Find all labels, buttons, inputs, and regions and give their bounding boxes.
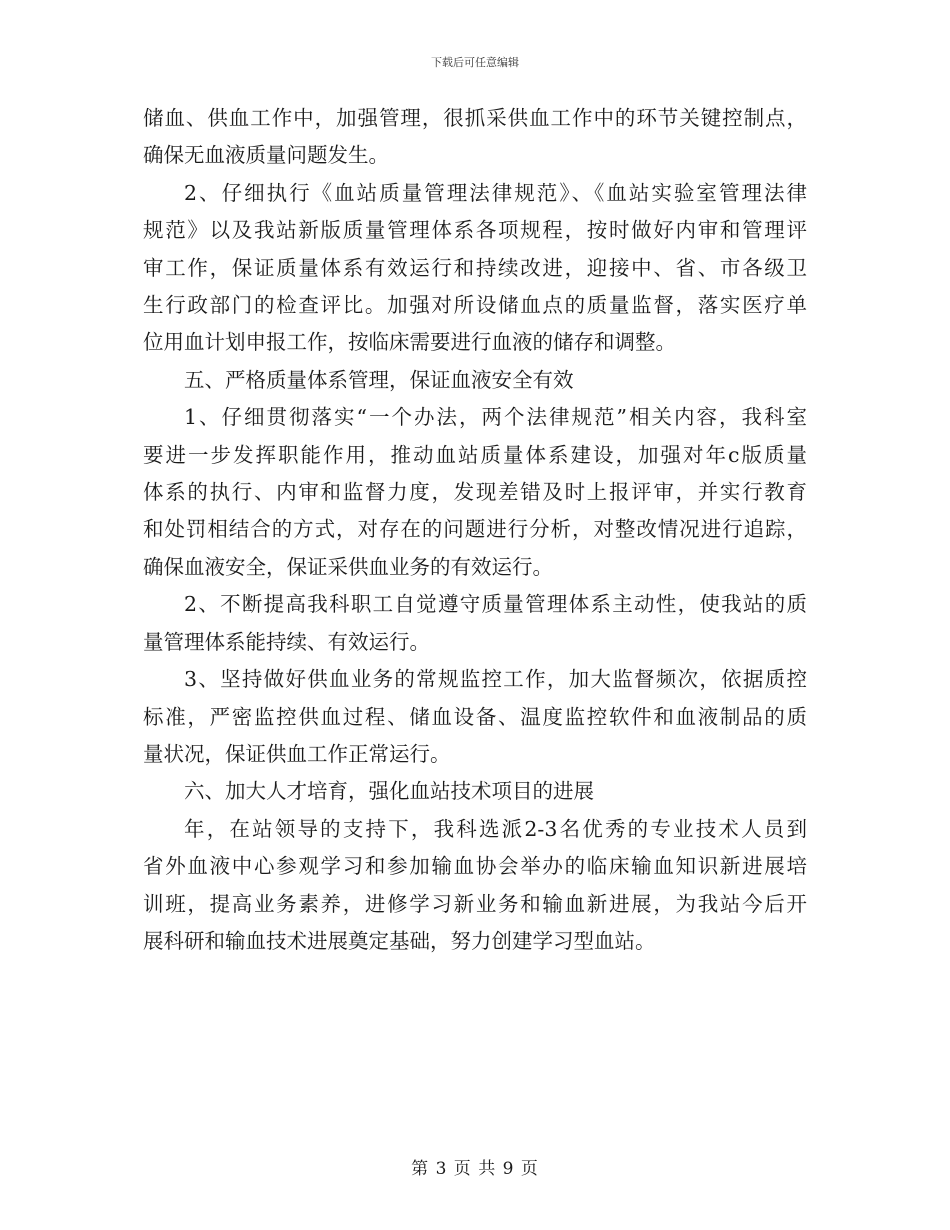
paragraph-3 bbox=[143, 399, 807, 586]
page-header: 下载后可任意编辑 bbox=[431, 56, 519, 69]
paragraph-6 bbox=[143, 811, 807, 961]
heading-line: 五、严格质量体系管理，保证血液安全有效 bbox=[184, 367, 574, 392]
text-line: 规范》以及我站新版质量管理体系各项规程，按时做好内审和管理评 bbox=[143, 218, 807, 243]
text-line: 体系的执行、内审和监督力度，发现差错及时上报评审，并实行教育 bbox=[143, 480, 807, 505]
paragraph-2 bbox=[143, 175, 807, 362]
text-line: 省外血液中心参观学习和参加输血协会举办的临床输血知识新进展培 bbox=[143, 854, 807, 879]
text-line: 储血、供血工作中，加强管理，很抓采供血工作中的环节关键控制点， bbox=[143, 106, 807, 130]
text-line: 标准，严密监控供血过程、储血设备、温度监控软件和血液制品的质 bbox=[143, 704, 807, 729]
text-line: 量管理体系能持续、有效运行。 bbox=[143, 629, 430, 654]
document-body bbox=[143, 100, 807, 960]
heading-line: 六、加大人才培育，强化血站技术项目的进展 bbox=[184, 779, 594, 804]
text-line: 2、不断提高我科职工自觉遵守质量管理体系主动性，使我站的质 bbox=[184, 592, 807, 617]
text-line: 2、仔细执行《血站质量管理法律规范》、《血站实验室管理法律 bbox=[184, 180, 807, 205]
section-heading-5 bbox=[143, 362, 807, 399]
text-line: 生行政部门的检查评比。加强对所设储血点的质量监督，落实医疗单 bbox=[143, 293, 807, 318]
text-line: 要进一步发挥职能作用，推动血站质量体系建设，加强对年c版质量 bbox=[143, 442, 807, 467]
text-line: 位用血计划申报工作，按临床需要进行血液的储存和调整。 bbox=[143, 330, 676, 355]
section-heading-6 bbox=[143, 773, 807, 810]
text-line: 年，在站领导的支持下，我科选派2-3名优秀的专业技术人员到 bbox=[184, 816, 807, 841]
paragraph-4 bbox=[143, 586, 807, 661]
paragraph-1 bbox=[143, 100, 807, 175]
text-line: 确保无血液质量问题发生。 bbox=[143, 143, 389, 168]
text-line: 3、坚持做好供血业务的常规监控工作，加大监督频次，依据质控 bbox=[184, 667, 807, 692]
text-line: 确保血液安全，保证采供血业务的有效运行。 bbox=[143, 554, 553, 579]
text-line: 审工作，保证质量体系有效运行和持续改进，迎接中、省、市各级卫 bbox=[143, 255, 807, 280]
text-line: 展科研和输血技术进展奠定基础，努力创建学习型血站。 bbox=[143, 928, 656, 953]
text-line: 和处罚相结合的方式，对存在的问题进行分析，对整改情况进行追踪， bbox=[143, 517, 807, 542]
page-number: 第 3 页 共 9 页 bbox=[411, 1159, 539, 1179]
text-line: 1、仔细贯彻落实“一个办法，两个法律规范”相关内容，我科室 bbox=[184, 405, 807, 430]
text-line: 量状况，保证供血工作正常运行。 bbox=[143, 741, 451, 766]
text-line: 训班，提高业务素养，进修学习新业务和输血新进展，为我站今后开 bbox=[143, 891, 807, 916]
paragraph-5 bbox=[143, 661, 807, 773]
